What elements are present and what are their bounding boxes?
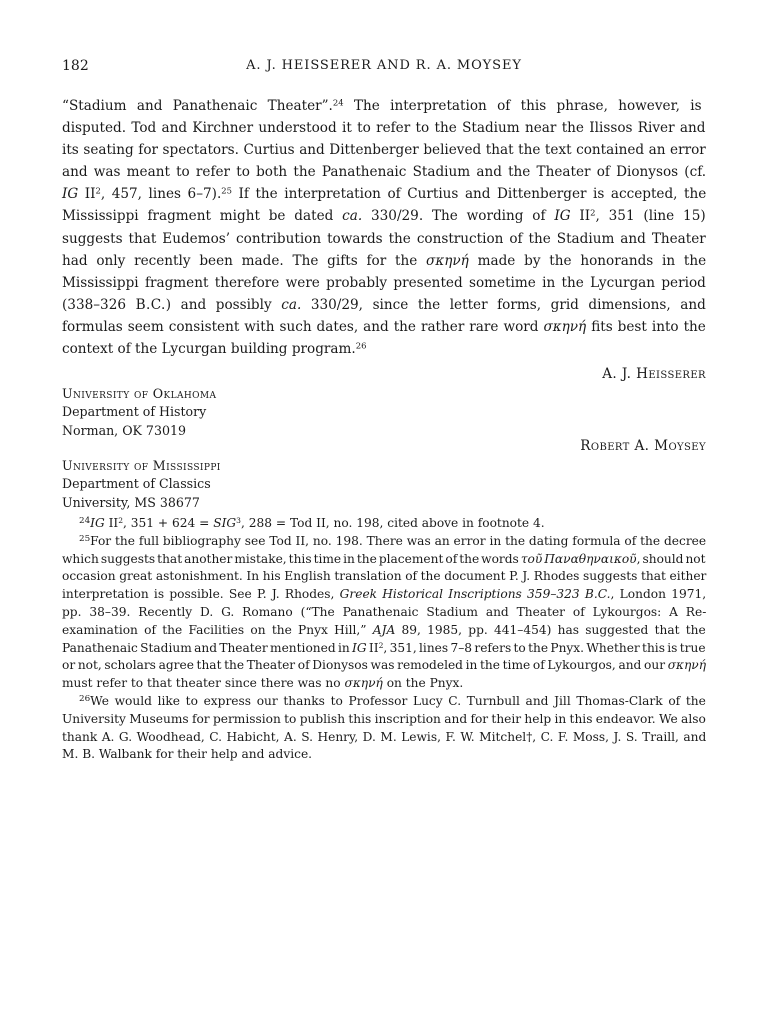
footnote-line: $^{25}$For the full bibliography see Tod II, no. 198. There was an error in the dating formula of the decree (79, 533, 707, 548)
footnote-line: $^{26}$We would like to express our thanks to Professor Lucy C. Turnbull and Jill Thomas-Clark of the (79, 693, 706, 708)
footnote-number: 24 (79, 516, 91, 527)
body-line: formulas seem consistent with such dates, and the rather rare word σκηνή fits best into the (62, 318, 706, 335)
footnote-line: which suggests that another mistake, this time in the placement of the words τοῦ Παναθηναικοῦ, should not (62, 551, 706, 566)
body-line: IG $II^2$, 457, lines 6–7).$^{25}$ If the interpretation of Curtius and Dittenberger is accepted, the (62, 185, 707, 203)
footnote-line: $^{24}$IG $II^2$, $351 + 624 = SIG^3$, 288 = Tod II, no. 198, cited above in footnote 4. (79, 515, 545, 530)
footnote-line: occasion great astonishment. In his English translation of the document P. J. Rhodes suggests that either (62, 569, 707, 584)
footnote-line: or not, scholars agree that the Theater of Dionysos was remodeled in the time of Lykourgos, and our σκηνή (62, 658, 707, 673)
body-line: Mississippi fragment might be dated ca. 330/29. The wording of IG $II^2$, 351 (line 15) (62, 207, 706, 225)
body-line: Mississippi fragment therefore were probably presented sometime in the Lycurgan period (62, 274, 706, 291)
affiliation-university: University of Mississippi (62, 458, 221, 473)
footnote-number: 25 (79, 533, 91, 544)
affiliation-university: University of Oklahoma (62, 386, 217, 401)
footnote-line: University Museums for permission to publish this inscription and for their help in this endeavor. We also (62, 711, 706, 726)
affiliation-address: University, MS 38677 (62, 494, 200, 510)
affiliation-address: Norman, OK 73019 (62, 422, 186, 438)
body-paragraph (62, 95, 706, 360)
footnote (62, 693, 706, 764)
affiliation-department: Department of History (62, 404, 207, 420)
footnote-line: interpretation is possible. See P. J. Rhodes, Greek Historical Inscriptions 359–323 B.C., London 1971, (62, 587, 707, 602)
body-line: disputed. Tod and Kirchner understood it to refer to the Stadium near the Ilissos River and (62, 120, 706, 137)
footnote (62, 515, 706, 533)
footnote-number: 26 (79, 694, 91, 705)
running-head: A. J. HEISSERER AND R. A. MOYSEY (246, 58, 522, 73)
body-line: had only recently been made. The gifts for the σκηνή made by the honorands in the (62, 252, 707, 269)
page-header (62, 58, 706, 80)
footnote-line: Panathenaic Stadium and Theater mentioned in IG $II^2$, 351, lines 7–8 refers to the Pnyx. Whether this is true (62, 640, 706, 655)
body-line: its seating for spectators. Curtius and Dittenberger believed that the text contained an error (62, 142, 706, 159)
footnote-line: examination of the Facilities on the Pnyx Hill,” AJA 89, 1985, pp. 441–454) has suggested that the (62, 622, 706, 637)
body-line: (338–326 B.C.) and possibly ca. 330/29, since the letter forms, grid dimensions, and (62, 296, 706, 313)
body-line-last: context of the Lycurgan building program.$^{26}$ (62, 340, 367, 358)
footnote-line-last: must refer to that theater since there was no σκηνή on the Pnyx. (62, 676, 464, 691)
footnotes (62, 515, 706, 764)
author-name: A. J. Heisserer (602, 366, 706, 382)
page-number: 182 (62, 58, 89, 74)
body-line: “Stadium and Panathenaic Theater”.$^{24}$ The interpretation of this phrase, however, is (62, 97, 702, 114)
author-affiliation (62, 385, 216, 440)
footnote (62, 533, 706, 693)
author-name: Robert A. Moysey (580, 438, 706, 454)
footnote-line: thank A. G. Woodhead, C. Habicht, A. S. Henry, D. M. Lewis, F. W. Mitchel†, C. F. Moss, J. S. Traill, and (62, 729, 707, 744)
footnote-line-last: M. B. Walbank for their help and advice. (62, 747, 313, 762)
affiliation-department: Department of Classics (62, 476, 211, 492)
body-line: and was meant to refer to both the Panathenaic Stadium and the Theater of Dionysos (cf. (62, 164, 707, 181)
body-line: suggests that Eudemos’ contribution towards the construction of the Stadium and Theater (62, 230, 706, 247)
footnote-line: pp. 38–39. Recently D. G. Romano (“The Panathenaic Stadium and Theater of Lykourgos: A Re- (62, 604, 707, 619)
author-affiliation (62, 457, 221, 512)
